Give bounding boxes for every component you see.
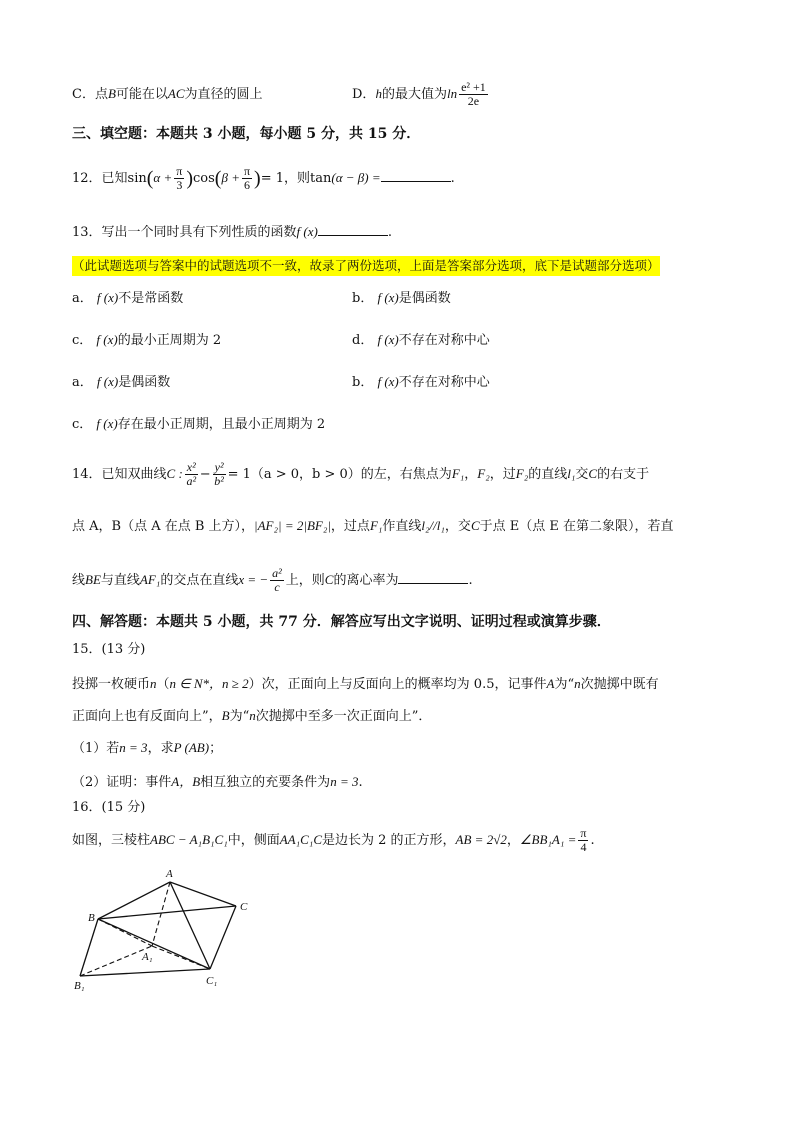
text: 交 bbox=[575, 467, 589, 482]
text: 的离心率为 bbox=[333, 573, 399, 588]
text: . bbox=[387, 225, 392, 240]
text: 中，侧面 bbox=[227, 833, 280, 848]
text: 于点 E（点 E 在第二象限），若直 bbox=[479, 519, 674, 534]
text: . bbox=[358, 775, 363, 790]
sin: sin bbox=[127, 171, 147, 186]
text: ）次，正面向上与反面向上的概率均为 0.5，记事件 bbox=[248, 677, 547, 692]
text: ，过点 bbox=[330, 519, 370, 534]
q15-part-2 bbox=[72, 772, 363, 793]
q13-option bbox=[72, 330, 221, 351]
question-14-line-2 bbox=[72, 516, 674, 537]
text: ， bbox=[464, 467, 478, 482]
option-text: 的最小正周期为 2 bbox=[117, 333, 222, 348]
text: 次抛掷中至多一次正面向上”． bbox=[255, 709, 432, 724]
text: （2）证明：事件 bbox=[72, 775, 172, 790]
q11-option-c bbox=[72, 84, 263, 105]
var-n: n bbox=[249, 708, 256, 723]
fx: f (x) bbox=[96, 374, 119, 389]
answer-blank[interactable] bbox=[398, 583, 468, 584]
fraction bbox=[578, 827, 588, 854]
option-label: a． bbox=[72, 291, 93, 306]
var-F1: F₁ bbox=[451, 466, 465, 481]
fx: f (x) bbox=[96, 416, 118, 431]
option-text: 存在最小正周期，且最小正周期为 2 bbox=[117, 417, 326, 432]
var-n: n bbox=[574, 676, 581, 691]
q16-header: 16．(15 分) bbox=[72, 800, 146, 815]
cos: cos bbox=[193, 171, 215, 186]
events: A，B bbox=[171, 774, 201, 789]
text: . bbox=[468, 573, 473, 588]
text: 可能在以 bbox=[115, 87, 168, 102]
var-F1: F₁ bbox=[369, 518, 383, 533]
denominator: 2e bbox=[467, 94, 480, 108]
edge-B1C1 bbox=[80, 969, 210, 976]
denominator: 4 bbox=[580, 840, 587, 854]
equation: x = − bbox=[238, 572, 269, 587]
label-B: B bbox=[88, 912, 95, 924]
q13-option bbox=[72, 288, 183, 309]
var-AF1: AF₁ bbox=[139, 572, 161, 587]
q11-option-d bbox=[352, 76, 490, 113]
text: ，则 bbox=[284, 171, 311, 186]
var-A: A bbox=[546, 676, 555, 691]
ln: ln bbox=[446, 86, 458, 101]
text: 为直径的圆上 bbox=[184, 87, 263, 102]
var-B: B bbox=[221, 708, 230, 723]
equation: n = 3 bbox=[330, 774, 359, 789]
minus: − bbox=[199, 467, 211, 482]
denominator: c bbox=[274, 580, 280, 594]
fx: f (x) bbox=[296, 224, 318, 239]
answer-blank[interactable] bbox=[381, 181, 451, 182]
var-F2: F₂ bbox=[515, 466, 529, 481]
text: 相互独立的充要条件为 bbox=[200, 775, 331, 790]
var-F2: F₂ bbox=[477, 466, 490, 481]
var-BE: BE bbox=[85, 572, 101, 587]
fx: f (x) bbox=[377, 290, 399, 305]
denominator: 6 bbox=[244, 178, 250, 192]
fx: f (x) bbox=[96, 332, 118, 347]
numerator: x² bbox=[186, 460, 196, 474]
option-label: b． bbox=[352, 375, 374, 390]
option-text: 不是常函数 bbox=[118, 291, 184, 306]
paren: ) bbox=[254, 167, 261, 190]
text: 上，则 bbox=[285, 573, 325, 588]
text: . bbox=[450, 171, 455, 186]
beta: β + bbox=[221, 170, 240, 185]
label-A: A bbox=[166, 868, 173, 880]
text: 的最大值为 bbox=[381, 87, 447, 102]
equals: = 1 bbox=[260, 171, 284, 186]
option-text: 不存在对称中心 bbox=[398, 375, 490, 390]
var-h: h bbox=[375, 86, 382, 101]
text: 与直线 bbox=[100, 573, 140, 588]
text: 线 bbox=[72, 573, 86, 588]
fx: f (x) bbox=[96, 290, 119, 305]
fx: f (x) bbox=[377, 374, 399, 389]
question-12 bbox=[72, 160, 455, 197]
var-C: C bbox=[588, 466, 598, 481]
var-n: n bbox=[150, 676, 157, 691]
q15-line-1 bbox=[72, 674, 659, 695]
text: 点 A，B（点 A 在点 B 上方）， bbox=[72, 519, 255, 534]
var-C: C bbox=[324, 572, 334, 587]
prism-figure bbox=[70, 864, 270, 994]
text: ，交 bbox=[444, 519, 471, 534]
face: AA₁C₁C bbox=[279, 832, 322, 847]
q13-option bbox=[352, 288, 451, 309]
edge-BB1 bbox=[80, 919, 98, 976]
text: . bbox=[590, 833, 595, 848]
question-14-line-3 bbox=[72, 562, 473, 599]
denominator: 3 bbox=[176, 178, 183, 192]
option-text: 是偶函数 bbox=[398, 291, 451, 306]
option-label: b． bbox=[352, 291, 374, 306]
text: ，求 bbox=[147, 741, 174, 756]
option-text: 是偶函数 bbox=[118, 375, 171, 390]
option-label: c． bbox=[72, 333, 93, 348]
fraction bbox=[270, 567, 284, 594]
tan: tan bbox=[310, 171, 332, 186]
var-AC: AC bbox=[167, 86, 185, 101]
text: 13．写出一个同时具有下列性质的函数 bbox=[72, 225, 297, 240]
section-4-title: 四、解答题：本题共 5 小题，共 77 分．解答应写出文字说明、证明过程或演算步骤． bbox=[72, 614, 611, 630]
label-B1: B₁ bbox=[74, 980, 85, 992]
label-C1: C₁ bbox=[206, 975, 218, 987]
option-label: d． bbox=[352, 333, 374, 348]
alpha: α + bbox=[153, 170, 173, 185]
var-l1: l₁ bbox=[567, 466, 576, 481]
equation: AB = 2√2 bbox=[455, 832, 507, 847]
edge-BC1 bbox=[98, 919, 210, 969]
text: 12．已知 bbox=[72, 171, 128, 186]
text: 次抛掷中既有 bbox=[580, 677, 659, 692]
numerator: e² +1 bbox=[461, 80, 486, 94]
text: 14．已知双曲线 bbox=[72, 467, 167, 482]
option-label: c． bbox=[72, 417, 93, 432]
text: 正面向上也有反面向上”， bbox=[72, 709, 222, 724]
text: （1）若 bbox=[72, 741, 120, 756]
text: ，过 bbox=[489, 467, 516, 482]
angle: ∠BB₁A₁ = bbox=[519, 832, 577, 847]
option-label: C．点 bbox=[72, 87, 108, 102]
numerator: π bbox=[243, 164, 251, 178]
q13-option bbox=[352, 330, 490, 351]
fraction bbox=[213, 461, 226, 488]
option-label: a． bbox=[72, 375, 93, 390]
label-C: C bbox=[240, 901, 248, 913]
text: 是边长为 2 的正方形， bbox=[322, 833, 456, 848]
arg: (α − β) = bbox=[331, 170, 381, 185]
question-13 bbox=[72, 222, 392, 243]
fraction bbox=[185, 461, 198, 488]
q15-header: 15．(13 分) bbox=[72, 642, 146, 657]
paren: ( bbox=[146, 167, 154, 190]
paren: ( bbox=[214, 167, 222, 190]
section-3-title: 三、填空题：本题共 3 小题，每小题 5 分，共 15 分． bbox=[72, 126, 421, 142]
text: 作直线 bbox=[382, 519, 422, 534]
label-A1: A₁ bbox=[142, 951, 153, 963]
text: 的右支于 bbox=[597, 467, 650, 482]
parallel: l₂//l₁ bbox=[421, 518, 445, 533]
q13-option bbox=[72, 372, 170, 393]
q16-line-1 bbox=[72, 822, 595, 859]
edge-CC1 bbox=[210, 906, 236, 969]
numerator: π bbox=[176, 164, 183, 178]
text: （ bbox=[156, 677, 170, 692]
fraction bbox=[459, 81, 488, 108]
text: 为“ bbox=[554, 677, 575, 692]
text: 如图，三棱柱 bbox=[72, 833, 151, 848]
numerator: y² bbox=[214, 460, 224, 474]
probability: P (AB) bbox=[173, 740, 210, 755]
condition: n ∈ N*，n ≥ 2 bbox=[169, 676, 249, 691]
text: 的交点在直线 bbox=[160, 573, 239, 588]
paren: ) bbox=[186, 167, 194, 190]
numerator: a² bbox=[272, 566, 282, 580]
option-label: D． bbox=[352, 87, 376, 102]
question-14-line-1 bbox=[72, 456, 649, 493]
q13-option bbox=[72, 414, 325, 435]
equation: |AF₂| = 2|BF₂| bbox=[254, 518, 331, 533]
q13-note: （此试题选项与答案中的试题选项不一致，故录了两份选项，上面是答案部分选项，底下是试题部分选项） bbox=[72, 256, 660, 276]
var-C: C bbox=[470, 518, 480, 533]
equation: n = 3 bbox=[119, 740, 148, 755]
edge-BA1 bbox=[98, 919, 152, 946]
text: 投掷一枚硬币 bbox=[72, 677, 151, 692]
fraction bbox=[242, 165, 252, 192]
denominator: a² bbox=[186, 474, 197, 488]
text: 为“ bbox=[229, 709, 250, 724]
option-text: 不存在对称中心 bbox=[398, 333, 490, 348]
prism: ABC − A₁B₁C₁ bbox=[150, 832, 228, 847]
var-B: B bbox=[107, 86, 116, 101]
denominator: b² bbox=[214, 474, 224, 488]
q13-option bbox=[352, 372, 490, 393]
fraction bbox=[174, 165, 184, 192]
text: 的直线 bbox=[528, 467, 568, 482]
numerator: π bbox=[580, 826, 587, 840]
var-C: C : bbox=[166, 466, 183, 481]
q15-part-1 bbox=[72, 738, 222, 759]
fx: f (x) bbox=[377, 332, 399, 347]
text: ， bbox=[506, 833, 520, 848]
text: = 1（a > 0，b > 0）的左，右焦点为 bbox=[227, 467, 452, 482]
text: ； bbox=[209, 741, 223, 756]
answer-blank[interactable] bbox=[318, 235, 388, 236]
q15-line-2 bbox=[72, 706, 431, 727]
